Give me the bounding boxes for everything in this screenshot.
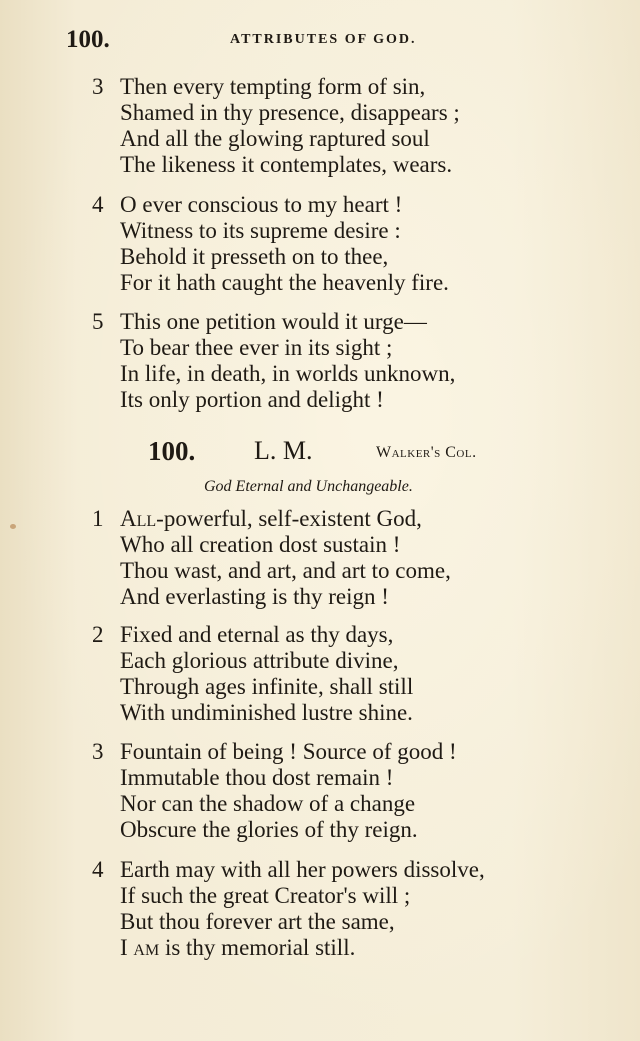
verse-line: Its only portion and delight ! — [120, 387, 384, 412]
paper-speck — [10, 524, 16, 529]
stanza-number: 3 — [92, 739, 104, 764]
hymn-subtitle: God Eternal and Unchangeable. — [204, 478, 413, 495]
verse-line: But thou forever art the same, — [120, 909, 395, 934]
verse-line: Who all creation dost sustain ! — [120, 532, 401, 557]
divine-name-small-caps: I am — [120, 935, 160, 960]
verse-line: Behold it presseth on to thee, — [120, 244, 389, 269]
verse-line: The likeness it contemplates, wears. — [120, 152, 453, 177]
stanza-number: 2 — [92, 622, 104, 647]
verse-line: Witness to its supreme desire : — [120, 218, 401, 243]
verse-line: Earth may with all her powers dissolve, — [120, 857, 485, 882]
verse-line-rest: -powerful, self-existent God, — [156, 506, 422, 531]
verse-line: Through ages infinite, shall still — [120, 674, 414, 699]
stanza-number: 5 — [92, 309, 104, 334]
page-title: ATTRIBUTES OF GOD. — [230, 32, 417, 47]
verse-line: And everlasting is thy reign ! — [120, 584, 389, 609]
verse-line: Obscure the glories of thy reign. — [120, 817, 418, 842]
verse-line: If such the great Creator's will ; — [120, 883, 411, 908]
verse-line: To bear thee ever in its sight ; — [120, 335, 393, 360]
verse-line: Then every tempting form of sin, — [120, 74, 426, 99]
verse-line: Shamed in thy presence, disappears ; — [120, 100, 460, 125]
verse-line-first — [120, 506, 451, 532]
verse-line: Immutable thou dost remain ! — [120, 765, 394, 790]
verse-line: O ever conscious to my heart ! — [120, 192, 403, 217]
verse-line: Nor can the shadow of a change — [120, 791, 416, 816]
verse-line: This one petition would it urge— — [120, 309, 427, 334]
stanza-number: 1 — [92, 506, 104, 531]
stanza-number: 4 — [92, 192, 104, 217]
verse-line: Each glorious attribute divine, — [120, 648, 399, 673]
page-number: 100. — [66, 26, 110, 53]
stanza-number: 3 — [92, 74, 104, 99]
hymn-number: 100. — [148, 436, 196, 466]
running-head — [66, 26, 586, 54]
hymn-meter: L. M. — [254, 436, 313, 465]
verse-line: Fixed and eternal as thy days, — [120, 622, 394, 647]
initial-word-small-caps: All — [120, 506, 157, 531]
verse-line-rest: is thy memorial still. — [159, 935, 356, 960]
stanza-number: 4 — [92, 857, 104, 882]
hymn-source: Walker's Col. — [376, 444, 477, 461]
hymn-heading — [148, 436, 528, 470]
verse-line-last — [120, 935, 485, 961]
verse-line: For it hath caught the heavenly fire. — [120, 270, 449, 295]
verse-line: Fountain of being ! Source of good ! — [120, 739, 457, 764]
verse-line: And all the glowing raptured soul — [120, 126, 430, 151]
verse-line: In life, in death, in worlds unknown, — [120, 361, 456, 386]
verse-line: Thou wast, and art, and art to come, — [120, 558, 451, 583]
verse-line: With undiminished lustre shine. — [120, 700, 413, 725]
